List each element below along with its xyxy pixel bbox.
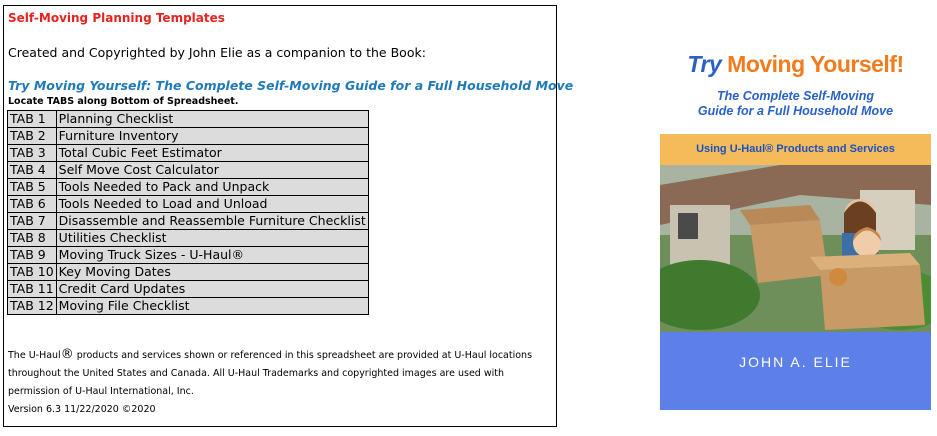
tab-number: TAB 1 [8, 111, 57, 128]
tab-description: Total Cubic Feet Estimator [56, 145, 368, 162]
tab-index-table [7, 110, 369, 315]
tab-description: Furniture Inventory [56, 128, 368, 145]
locate-note: Locate TABS along Bottom of Spreadsheet. [8, 96, 239, 107]
tab-row [8, 281, 369, 298]
cover-band: Using U-Haul® Products and Services [660, 134, 931, 165]
tab-row [8, 111, 369, 128]
tab-description: Key Moving Dates [56, 264, 368, 281]
footnote-line-2: throughout the United States and Canada. All U-Haul Trademarks and copyrighted images are used with [8, 368, 504, 379]
tab-number: TAB 10 [8, 264, 57, 281]
tab-description: Self Move Cost Calculator [56, 162, 368, 179]
book-cover [660, 21, 931, 410]
footnote-line-3: permission of U-Haul International, Inc. [8, 386, 194, 397]
tab-number: TAB 11 [8, 281, 57, 298]
book-title: Try Moving Yourself: The Complete Self-Moving Guide for a Full Household Move [8, 78, 574, 93]
tab-number: TAB 7 [8, 213, 57, 230]
tab-row [8, 213, 369, 230]
tab-row [8, 247, 369, 264]
tab-number: TAB 9 [8, 247, 57, 264]
tab-description: Utilities Checklist [56, 230, 368, 247]
tab-description: Moving File Checklist [56, 298, 368, 315]
tab-number: TAB 2 [8, 128, 57, 145]
cover-subtitle: The Complete Self-Moving Guide for a Full Household Move [697, 89, 894, 118]
cover-header [660, 21, 931, 134]
tab-number: TAB 12 [8, 298, 57, 315]
tab-row [8, 264, 369, 281]
tab-description: Credit Card Updates [56, 281, 368, 298]
tab-number: TAB 5 [8, 179, 57, 196]
tab-number: TAB 4 [8, 162, 57, 179]
footnote-line-1: The U-Haul® products and services shown or referenced in this spreadsheet are provided at U-Haul locations [8, 347, 533, 362]
cover-author: JOHN A. ELIE [660, 332, 931, 410]
tab-row [8, 162, 369, 179]
tab-row [8, 230, 369, 247]
spreadsheet-panel [3, 5, 574, 427]
tab-row [8, 128, 369, 145]
tab-number: TAB 6 [8, 196, 57, 213]
cover-photo [660, 165, 931, 332]
tab-row [8, 145, 369, 162]
tab-number: TAB 3 [8, 145, 57, 162]
tab-row [8, 196, 369, 213]
tab-description: Moving Truck Sizes - U-Haul® [56, 247, 368, 264]
tab-number: TAB 8 [8, 230, 57, 247]
tab-description: Planning Checklist [56, 111, 368, 128]
created-line: Created and Copyrighted by John Elie as a companion to the Book: [8, 45, 426, 60]
tab-row [8, 179, 369, 196]
tab-description: Tools Needed to Load and Unload [56, 196, 368, 213]
cover-title: Try Moving Yourself! [687, 51, 904, 77]
tab-description: Tools Needed to Pack and Unpack [56, 179, 368, 196]
footnote [8, 346, 532, 419]
tab-row [8, 298, 369, 315]
version-line: Version 6.3 11/22/2020 ©2020 [8, 404, 156, 415]
sheet-title: Self-Moving Planning Templates [8, 11, 225, 25]
tab-description: Disassemble and Reassemble Furniture Checklist [56, 213, 368, 230]
